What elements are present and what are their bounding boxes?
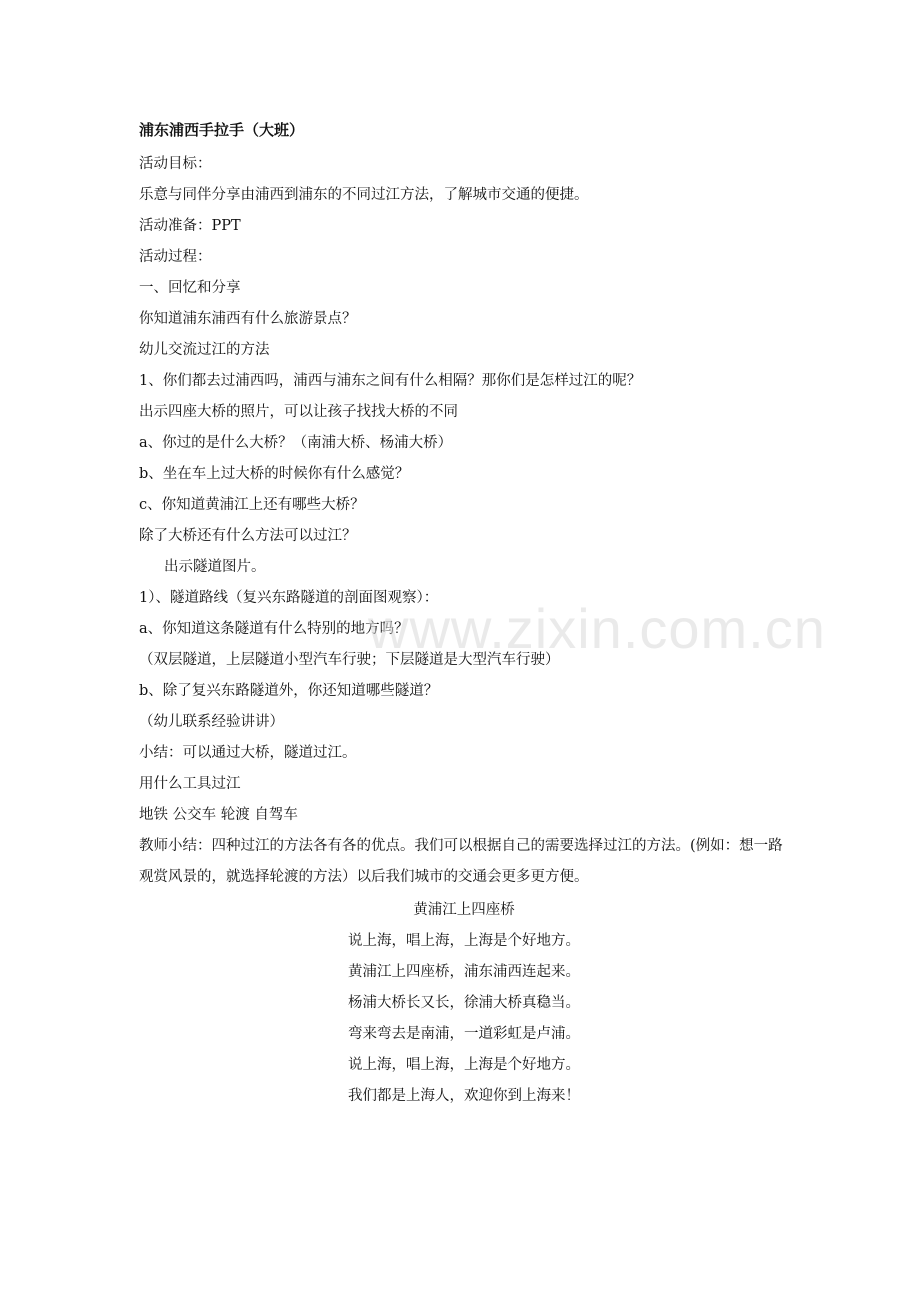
question-line: 1、你们都去过浦西吗，浦西与浦东之间有什么相隔？那你们是怎样过江的呢？	[139, 373, 642, 389]
document-body	[139, 118, 799, 1112]
question-line: a、你过的是什么大桥？（南浦大桥、杨浦大桥）	[139, 435, 453, 451]
step-one-heading: 一、回忆和分享	[139, 280, 241, 296]
question-line: c、你知道黄浦江上还有哪些大桥？	[139, 497, 365, 513]
poem-title: 黄浦江上四座桥	[413, 902, 515, 918]
text-line: 幼儿交流过江的方法	[139, 342, 270, 358]
poem	[139, 895, 789, 1112]
question-line: a、你知道这条隧道有什么特别的地方吗？	[139, 621, 409, 637]
document-title: 浦东浦西手拉手（大班）	[139, 121, 305, 139]
section-goal-label: 活动目标：	[139, 156, 212, 172]
text-line: 出示四座大桥的照片，可以让孩子找找大桥的不同	[139, 404, 458, 420]
section-process-label: 活动过程：	[139, 249, 212, 265]
poem-line: 弯来弯去是南浦，一道彩虹是卢浦。	[348, 1026, 580, 1042]
question-line: 除了大桥还有什么方法可以过江？	[139, 528, 357, 544]
question-line: b、坐在车上过大桥的时候你有什么感觉？	[139, 466, 410, 482]
poem-line: 杨浦大桥长又长，徐浦大桥真稳当。	[348, 995, 580, 1011]
poem-line: 黄浦江上四座桥，浦东浦西连起来。	[348, 964, 580, 980]
answer-line: （双层隧道，上层隧道小型汽车行驶；下层隧道是大型汽车行驶）	[139, 652, 560, 668]
goal-text: 乐意与同伴分享由浦西到浦东的不同过江方法，了解城市交通的便捷。	[139, 187, 589, 203]
question-line: b、除了复兴东路隧道外，你还知道哪些隧道？	[139, 683, 439, 699]
teacher-summary: 教师小结：四种过江的方法各有各的优点。我们可以根据自己的需要选择过江的方法。(例如：想一路观赏风景的，就选择轮渡的方法）以后我们城市的交通会更多更方便。	[139, 838, 783, 885]
answer-line: （幼儿联系经验讲讲）	[139, 714, 284, 730]
poem-line: 说上海，唱上海，上海是个好地方。	[348, 933, 580, 949]
watermark: www.zixin.com.cn	[368, 597, 826, 660]
text-line: 用什么工具过江	[139, 776, 241, 792]
text-line-indented: 出示隧道图片。	[164, 559, 266, 575]
transport-list: 地铁 公交车 轮渡 自驾车	[139, 807, 298, 823]
summary-line: 小结：可以通过大桥，隧道过江。	[139, 745, 357, 761]
question-line: 你知道浦东浦西有什么旅游景点？	[139, 311, 357, 327]
poem-line: 说上海，唱上海，上海是个好地方。	[348, 1057, 580, 1073]
poem-line: 我们都是上海人，欢迎你到上海来！	[348, 1088, 580, 1104]
preparation-text: 活动准备：PPT	[139, 218, 241, 234]
text-line: 1）、隧道路线（复兴东路隧道的剖面图观察）：	[139, 590, 439, 606]
